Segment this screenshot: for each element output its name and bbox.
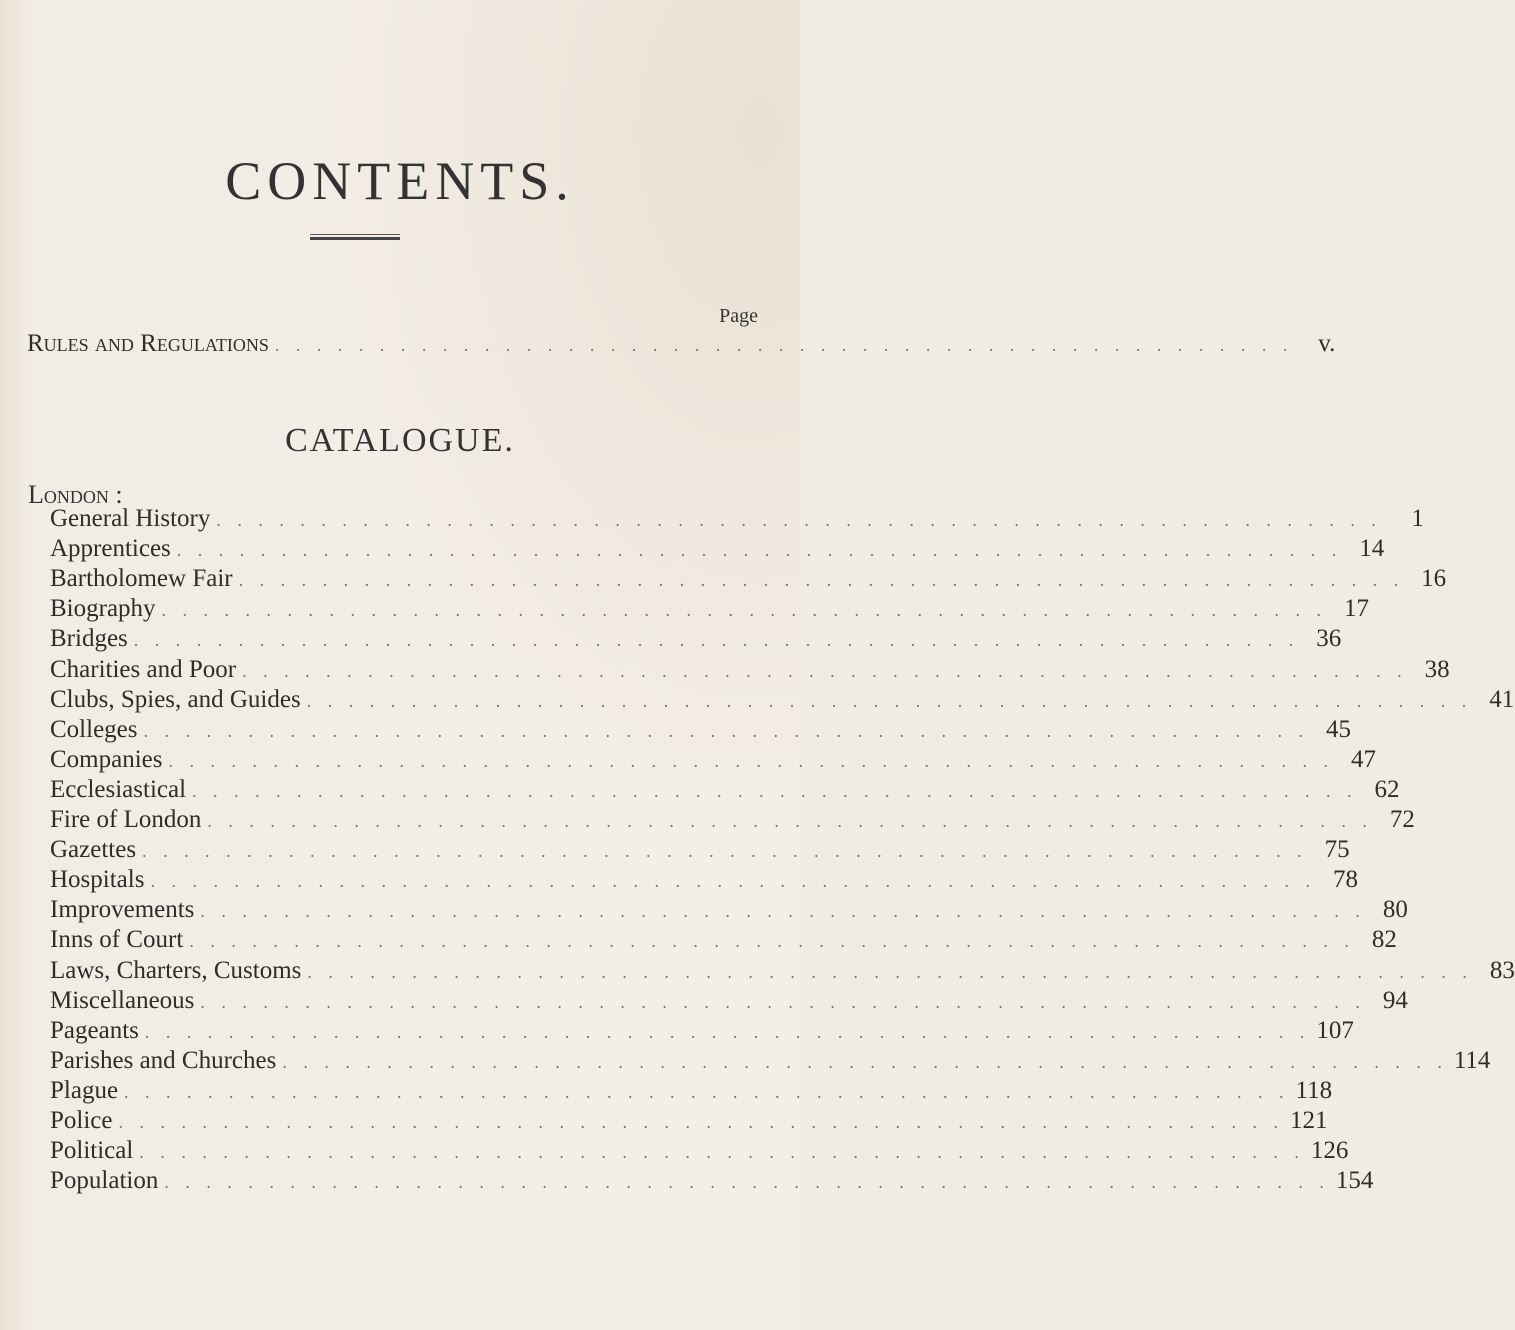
dot-leader: . . . . . . . . . . . . . . . . . . . . . . . . . . . . . . . . . . . . . . . . . . . . . . . . . . . . . . . . bbox=[200, 991, 1366, 1012]
entry-page-number: 1 bbox=[1411, 505, 1424, 532]
page-column-label: Page bbox=[719, 305, 758, 327]
entry-label: Parishes and Churches bbox=[50, 1046, 277, 1074]
list-item bbox=[50, 806, 1415, 836]
list-item bbox=[50, 745, 1376, 776]
title-rule bbox=[310, 234, 400, 240]
section-heading: London : bbox=[28, 480, 123, 509]
entry-label: Police bbox=[50, 1107, 113, 1134]
dot-leader: . . . . . . . . . . . . . . . . . . . . . . . . . . . . . . . . . . . . . . . . . . . . . . . . . . . . . . . . bbox=[216, 510, 1382, 530]
entry-label: Rules and Regulations bbox=[27, 330, 269, 357]
entry-label: Colleges bbox=[50, 715, 138, 743]
list-item bbox=[50, 655, 1450, 686]
entry-page-number: 36 bbox=[1316, 625, 1342, 653]
entry-label: Apprentices bbox=[50, 535, 171, 563]
list-item bbox=[50, 775, 1400, 806]
dot-leader: . . . . . . . . . . . . . . . . . . . . . . . . . . . . . . . . . . . . . . . . . . . . . . . . . . . . . . . . bbox=[189, 931, 1355, 952]
rules-entry bbox=[27, 330, 1336, 360]
entry-page-number: 118 bbox=[1295, 1076, 1333, 1104]
list-item bbox=[50, 685, 1515, 716]
list-item bbox=[50, 836, 1350, 866]
list-item bbox=[50, 1046, 1491, 1077]
entry-label: Population bbox=[50, 1167, 159, 1195]
dot-leader: . . . . . . . . . . . . . . . . . . . . . . . . . . . . . . . . . . . . . . . . . . . . . . . . . . . . . . . . bbox=[150, 871, 1316, 892]
entry-label: Charities and Poor bbox=[50, 655, 237, 683]
entry-label: Plague bbox=[50, 1076, 119, 1104]
dot-leader: . . . . . . . . . . . . . . . . . . . . . . . . . . . . . . . . . . . . . . . . . . . . . . . . . . . . . . . . bbox=[192, 780, 1358, 801]
dot-leader: . . . . . . . . . . . . . . . . . . . . . . . . . . . . . . . . . . . . . . . . . . . . . . . . . . . . . . . . bbox=[168, 750, 1334, 771]
dot-leader: . . . . . . . . . . . . . . . . . . . . . . . . . . . . . . . . . . . . . . . . . . . . . . . . . . . . . . . . bbox=[139, 1142, 1305, 1163]
dot-leader: . . . . . . . . . . . . . . . . . . . . . . . . . . . . . . . . . . . . . . . . . . . . . . . . . . . . . . . . bbox=[307, 961, 1473, 982]
list-item bbox=[50, 1167, 1374, 1197]
list-item bbox=[50, 896, 1408, 926]
dot-leader: . . . . . . . . . . . . . . . . . . . . . . . . . . . . . . . . . . . . . . . . . . . . . . . . . . . . . . . . bbox=[200, 901, 1366, 922]
entry-page-number: 121 bbox=[1290, 1107, 1328, 1134]
entry-label: Political bbox=[50, 1137, 134, 1165]
entry-label: Companies bbox=[50, 745, 163, 773]
entry-page-number: 72 bbox=[1389, 806, 1415, 833]
entry-page-number: 82 bbox=[1371, 926, 1397, 954]
list-item bbox=[50, 1076, 1333, 1107]
entry-page-number: 16 bbox=[1421, 565, 1447, 593]
entry-label: Clubs, Spies, and Guides bbox=[50, 685, 301, 713]
list-item bbox=[50, 866, 1358, 896]
dot-leader: . . . . . . . . . . . . . . . . . . . . . . . . . . . . . . . . . . . . . . . . . . . . . . . . . . . . . . . . bbox=[282, 1051, 1448, 1072]
dot-leader: . . . . . . . . . . . . . . . . . . . . . . . . . . . . . . . . . . . . . . . . . . . . . . . . . . . . . . . . bbox=[176, 540, 1343, 561]
dot-leader: . . . . . . . . . . . . . . . . . . . . . . . . . . . . . . . . . . . . . . . . . . . . . . . . . . . . . . . . bbox=[142, 841, 1308, 862]
dot-leader: . . . . . . . . . . . . . . . . . . . . . . . . . . . . . . . . . . . . . . . . . . . . . . . . . . . . . . . . bbox=[238, 570, 1405, 591]
list-item bbox=[50, 956, 1515, 987]
dot-leader: . . . . . . . . . . . . . . . . . . . . . . . . . . . . . . . . . . . . . . . . . . . . . . . . . . . . . . . . bbox=[207, 811, 1373, 831]
entry-page-number: 62 bbox=[1374, 775, 1400, 803]
dot-leader: . . . . . . . . . . . . . . . . . . . . . . . . . . . . . . . . . . . . . . . . . . . . . . . . . . . . . . . . bbox=[161, 600, 1328, 621]
entry-label: General History bbox=[50, 505, 211, 532]
entry-label: Bartholomew Fair bbox=[50, 565, 233, 593]
list-item bbox=[50, 625, 1342, 655]
list-item bbox=[50, 1016, 1354, 1047]
entry-page-number: 94 bbox=[1382, 986, 1408, 1014]
entry-page-number: 45 bbox=[1326, 715, 1351, 743]
entry-page-number: 38 bbox=[1424, 655, 1450, 683]
entry-page-number: 114 bbox=[1453, 1046, 1491, 1074]
list-item bbox=[50, 595, 1370, 625]
dot-leader: . . . . . . . . . . . . . . . . . . . . . . . . . . . . . . . . . . . . . . . . . . . . . . . . . bbox=[274, 335, 1294, 355]
list-item bbox=[50, 715, 1351, 746]
list-item bbox=[50, 986, 1408, 1017]
entry-page-number: 75 bbox=[1324, 836, 1350, 864]
dot-leader: . . . . . . . . . . . . . . . . . . . . . . . . . . . . . . . . . . . . . . . . . . . . . . . . . . . . . . . . bbox=[144, 1021, 1311, 1042]
list-item bbox=[50, 505, 1424, 535]
entry-label: Biography bbox=[50, 595, 156, 623]
dot-leader: . . . . . . . . . . . . . . . . . . . . . . . . . . . . . . . . . . . . . . . . . . . . . . . . . . . . . . . . bbox=[306, 690, 1473, 711]
entry-page-number: 17 bbox=[1344, 595, 1370, 623]
list-item bbox=[50, 1137, 1349, 1167]
entry-label: Miscellaneous bbox=[50, 986, 195, 1014]
entry-page-number: 126 bbox=[1310, 1137, 1349, 1165]
dot-leader: . . . . . . . . . . . . . . . . . . . . . . . . . . . . . . . . . . . . . . . . . . . . . . . . . . . . . . . . bbox=[124, 1081, 1290, 1102]
entry-page-number: 14 bbox=[1359, 535, 1385, 563]
dot-leader: . . . . . . . . . . . . . . . . . . . . . . . . . . . . . . . . . . . . . . . . . . . . . . . . . . . . . . . . bbox=[133, 630, 1300, 651]
list-item bbox=[50, 535, 1385, 565]
entry-label: Fire of London bbox=[50, 806, 202, 833]
entry-page-number: v. bbox=[1318, 330, 1336, 357]
entry-label: Hospitals bbox=[50, 866, 145, 894]
entry-label: Improvements bbox=[50, 896, 195, 924]
entry-label: Laws, Charters, Customs bbox=[50, 956, 302, 984]
catalogue-heading: CATALOGUE. bbox=[285, 422, 515, 459]
entry-label: Bridges bbox=[50, 625, 128, 653]
entry-label: Inns of Court bbox=[50, 926, 184, 954]
dot-leader: . . . . . . . . . . . . . . . . . . . . . . . . . . . . . . . . . . . . . . . . . . . . . . . . . . . . . . . . bbox=[118, 1112, 1284, 1132]
list-item bbox=[50, 926, 1397, 956]
list-item bbox=[50, 1107, 1328, 1137]
entry-page-number: 83 bbox=[1489, 956, 1515, 984]
entry-page-number: 107 bbox=[1316, 1016, 1354, 1044]
entry-page-number: 78 bbox=[1332, 866, 1358, 894]
contents-heading: CONTENTS. bbox=[225, 151, 575, 211]
entry-page-number: 80 bbox=[1382, 896, 1408, 924]
dot-leader: . . . . . . . . . . . . . . . . . . . . . . . . . . . . . . . . . . . . . . . . . . . . . . . . . . . . . . . . bbox=[242, 660, 1408, 681]
entry-label: Gazettes bbox=[50, 836, 137, 864]
entry-page-number: 47 bbox=[1351, 745, 1376, 773]
entry-page-number: 154 bbox=[1335, 1167, 1374, 1195]
dot-leader: . . . . . . . . . . . . . . . . . . . . . . . . . . . . . . . . . . . . . . . . . . . . . . . . . . . . . . . . bbox=[164, 1172, 1330, 1193]
list-item bbox=[50, 565, 1447, 595]
entry-page-number: 41 bbox=[1489, 685, 1515, 713]
dot-leader: . . . . . . . . . . . . . . . . . . . . . . . . . . . . . . . . . . . . . . . . . . . . . . . . . . . . . . . . bbox=[143, 720, 1309, 741]
entry-label: Pageants bbox=[50, 1016, 139, 1044]
entry-label: Ecclesiastical bbox=[50, 775, 187, 803]
